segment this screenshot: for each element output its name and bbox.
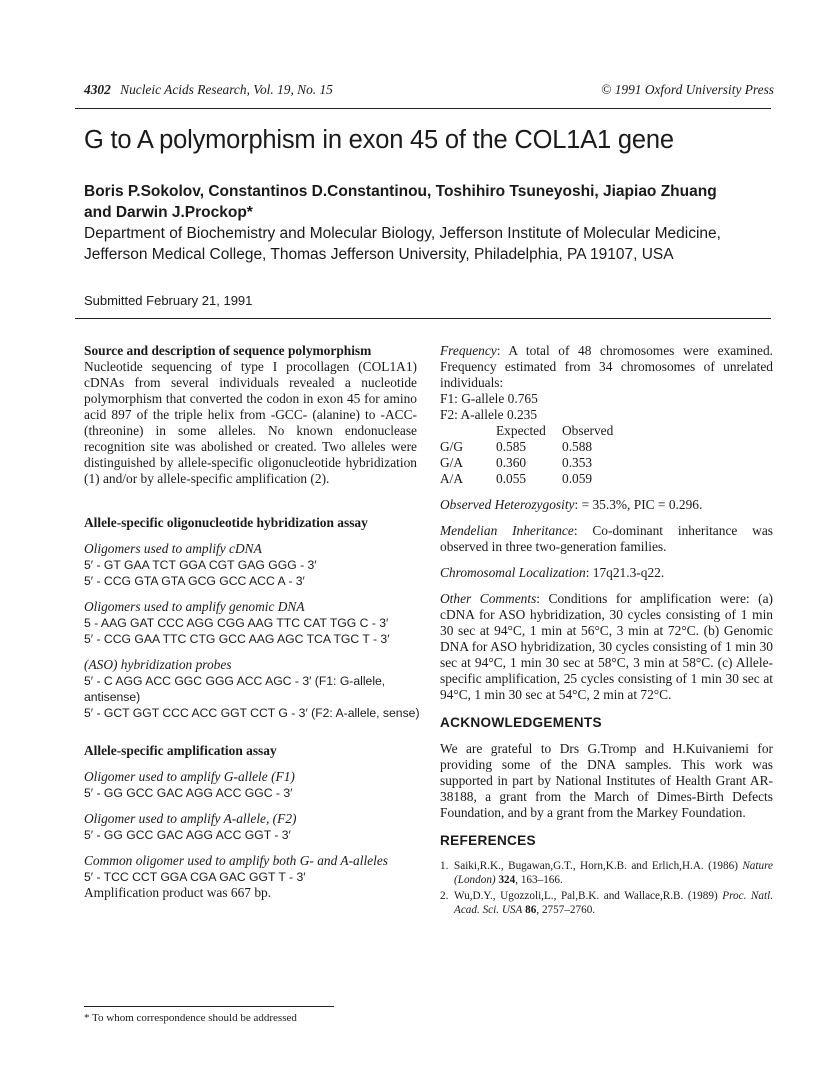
g-allele-oligomer-label: Oligomer used to amplify G-allele (F1) (84, 769, 295, 784)
table-cell: 0.055 (496, 471, 527, 486)
reference-pages: , 2757–2760. (536, 904, 596, 916)
genomic-sequence: 5 - AAG GAT CCC AGG CGG AAG TTC CAT TGG C - 3′ (84, 616, 389, 630)
reference-journal: Proc. Natl. Acad. Sci. USA (454, 890, 773, 916)
author-list: Boris P.Sokolov, Constantinos D.Constantinou, Toshihiro Tsuneyoshi, Jiapiao Zhuang and Darwin J.Prockop* (84, 183, 717, 221)
right-column (440, 343, 773, 919)
reference-authors: Wu,D.Y., Ugozzoli,L., Pal,B.K. and Wallace,R.B. (1989) (454, 890, 723, 902)
chromosomal-paragraph (440, 565, 773, 581)
table-cell: 0.588 (562, 439, 593, 454)
acknowledgements-heading: ACKNOWLEDGEMENTS (440, 715, 602, 730)
copyright: © 1991 Oxford University Press (601, 82, 774, 97)
table-row (440, 455, 632, 471)
reference-volume: 86 (525, 904, 537, 916)
mendelian-text: : Co-dominant inheritance was observed in three two-generation families. (440, 523, 773, 554)
chromosomal-label: Chromosomal Localization (440, 565, 586, 580)
article-title: G to A polymorphism in exon 45 of the COL1A1 gene (84, 126, 674, 154)
a-allele-sequence: 5′ - GG GCC GAC AGG ACC GGT - 3′ (84, 828, 291, 842)
reference-authors: Saiki,R.K., Bugawan,G.T., Horn,K.B. and Erlich,H.A. (1986) (454, 860, 743, 872)
reference-item (440, 889, 773, 917)
table-cell: 0.353 (562, 455, 593, 470)
footnote-divider (84, 1006, 334, 1007)
table-row (440, 471, 632, 487)
journal-citation: Nucleic Acids Research, Vol. 19, No. 15 (120, 82, 333, 97)
references-heading: REFERENCES (440, 833, 536, 848)
reference-number: 2. (440, 890, 449, 902)
cdna-sequence: 5′ - GT GAA TCT GGA CGT GAG GGG - 3′ (84, 558, 317, 572)
frequency-paragraph (440, 343, 773, 391)
acknowledgements-text: We are grateful to Drs G.Tromp and H.Kuivaniemi for providing some of the DNA samples. This work was supported in part by National Institutes of Health Grant AR-38188, a grant from the March of Dimes-Birth Defects Foundation, and by a grant from the Markey Foundation. (440, 741, 773, 820)
affiliation: Department of Biochemistry and Molecular Biology, Jefferson Institute of Molecular Medicine, Jefferson Medical College, Thomas Jefferson University, Philadelphia, PA 19107, USA (84, 225, 721, 263)
table-header-row (440, 423, 632, 439)
table-cell: G/G (440, 439, 464, 454)
reference-pages: , 163–166. (515, 874, 563, 886)
running-header (84, 82, 774, 98)
f1-frequency: F1: G-allele 0.765 (440, 391, 538, 406)
table-cell: 0.585 (496, 439, 527, 454)
common-sequence: 5′ - TCC CCT GGA CGA GAC GGT T - 3′ (84, 870, 306, 884)
frequency-label: Frequency (440, 343, 497, 358)
submission-divider (75, 318, 771, 319)
mendelian-paragraph (440, 523, 773, 555)
reference-item (440, 859, 773, 887)
source-description: Nucleotide sequencing of type I procollagen (COL1A1) cDNAs from several individuals revealed a nucleotide polymorphism that converted the codon in exon 45 for amino acid 897 of the triple helix from -GCC- (alanine) to -ACC- (threonine) in some alleles. No known endonuclease recognition site was abolished or created. Two alleles were distinguished by allele-specific oligonucleotide hybridization (1) and/or by allele-specific amplification (2). (84, 359, 417, 486)
reference-volume: 324 (498, 874, 516, 886)
chromosomal-text: : 17q21.3-q22. (585, 565, 665, 580)
other-comments-paragraph (440, 591, 773, 703)
reference-text (454, 889, 773, 917)
probe-sequence-continued: antisense) (84, 690, 141, 704)
mendelian-label: Mendelian Inheritance (440, 523, 574, 538)
other-comments-text: : Conditions for amplification were: (a) cDNA for ASO hybridization, 30 cycles consisting of 1 min 30 sec at 94°C, 1 min at 56°C, 3 min at 72°C. (b) Genomic DNA for ASO hybridization, 30 cycles consisting of 1 min 30 sec at 94°C, 1 min 30 sec at 58°C, 3 min at 58°C. (c) Allele-specific amplification, 25 cycles consisting of 1 min 30 sec at 94°C, 1 min 30 sec at 54°C, 2 min at 72°C. (440, 591, 773, 702)
section-heading-asa: Allele-specific amplification assay (84, 743, 277, 758)
frequency-text: : A total of 48 chromosomes were examined. Frequency estimated from 34 chromosomes of unrelated individuals: (440, 343, 773, 390)
footnote: * To whom correspondence should be addressed (84, 1012, 297, 1024)
table-row (440, 439, 632, 455)
probe-sequence: 5′ - C AGG ACC GGC GGG ACC AGC - 3′ (F1: G-allele, (84, 674, 386, 688)
heterozygosity-paragraph (440, 497, 773, 513)
genomic-sequence: 5′ - CCG GAA TTC CTG GCC AAG AGC TCA TGC T - 3′ (84, 632, 390, 646)
cdna-sequence: 5′ - CCG GTA GTA GCG GCC ACC A - 3′ (84, 574, 305, 588)
left-column (84, 343, 420, 901)
heterozygosity-text: : = 35.3%, PIC = 0.296. (574, 497, 703, 512)
table-header: Observed (562, 423, 614, 438)
common-oligomer-label: Common oligomer used to amplify both G- and A-alleles (84, 853, 388, 868)
reference-text (454, 859, 773, 887)
table-cell: A/A (440, 471, 464, 486)
reference-number: 1. (440, 860, 449, 872)
reference-journal: Nature (London) (454, 860, 773, 886)
section-heading-source: Source and description of sequence polymorphism (84, 343, 372, 358)
heterozygosity-label: Observed Heterozygosity (440, 497, 575, 512)
table-header (440, 423, 496, 439)
table-cell: G/A (440, 455, 464, 470)
genotype-table (440, 423, 632, 487)
table-header: Expected (496, 423, 546, 438)
section-heading-aso: Allele-specific oligonucleotide hybridization assay (84, 515, 368, 530)
cdna-oligomer-label: Oligomers used to amplify cDNA (84, 541, 262, 556)
header-divider (75, 108, 771, 109)
reference-list (440, 859, 773, 917)
probe-label: (ASO) hybridization probes (84, 657, 232, 672)
probe-sequence: 5′ - GCT GGT CCC ACC GGT CCT G - 3′ (F2: A-allele, sense) (84, 706, 420, 720)
submitted-date: Submitted February 21, 1991 (84, 293, 253, 308)
a-allele-oligomer-label: Oligomer used to amplify A-allele, (F2) (84, 811, 297, 826)
table-cell: 0.059 (562, 471, 593, 486)
genomic-oligomer-label: Oligomers used to amplify genomic DNA (84, 599, 305, 614)
f2-frequency: F2: A-allele 0.235 (440, 407, 538, 422)
g-allele-sequence: 5′ - GG GCC GAC AGG ACC GGC - 3′ (84, 786, 293, 800)
amplification-product: Amplification product was 667 bp. (84, 885, 272, 900)
other-comments-label: Other Comments (440, 591, 537, 606)
page-number: 4302 (84, 82, 111, 97)
table-cell: 0.360 (496, 455, 527, 470)
